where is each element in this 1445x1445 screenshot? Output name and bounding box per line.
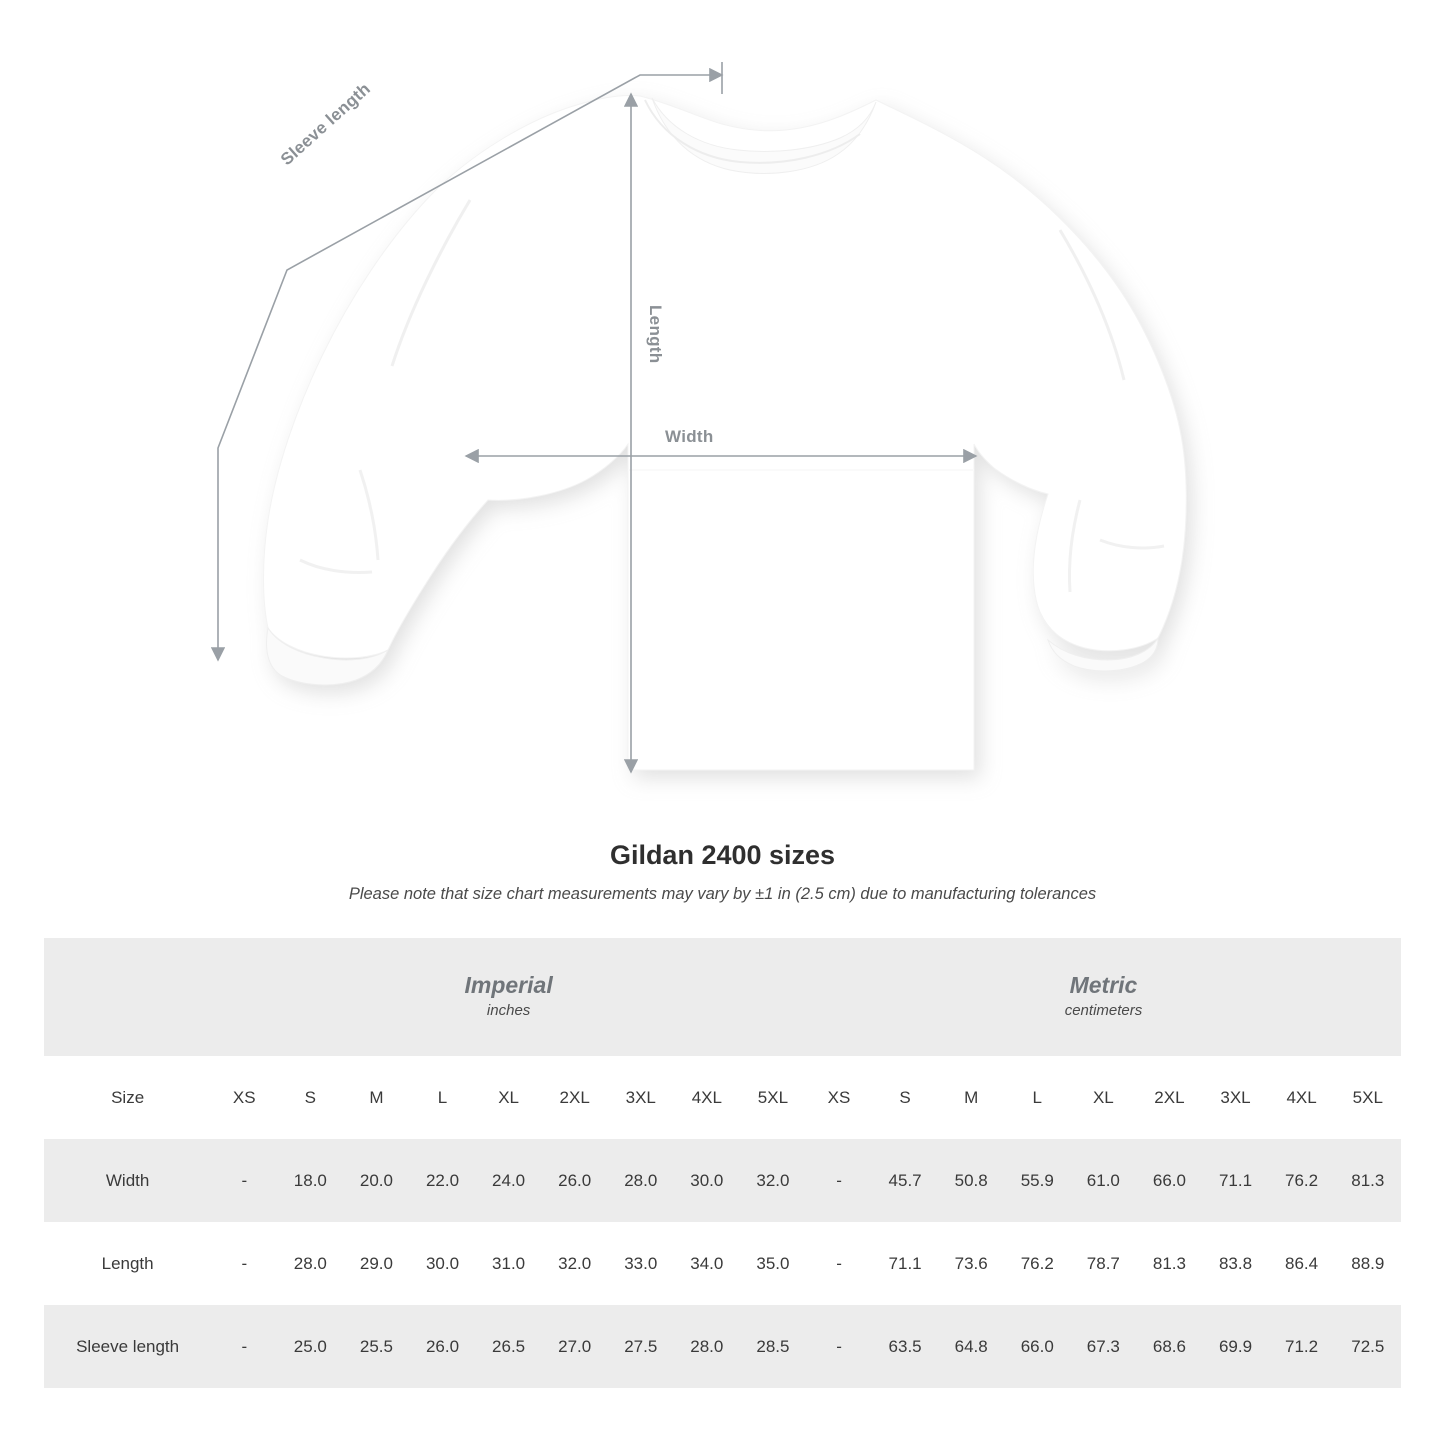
size-header-metric-2xl: 2XL [1154,1087,1185,1107]
cell-sleeve-imperial-xs: - [241,1336,248,1356]
cell-sleeve-metric-s: 63.5 [888,1336,922,1356]
width-dimension-label: Width [665,427,714,446]
unit-group-metric-sub: centimeters [1064,1002,1143,1020]
cell-length-imperial-xl: 31.0 [492,1253,526,1273]
cell-width-imperial-s: 18.0 [293,1170,327,1190]
cell-width-metric-xl: 61.0 [1086,1170,1120,1190]
cell-sleeve-imperial-3xl: 27.5 [624,1336,658,1356]
cell-length-metric-2xl: 81.3 [1152,1253,1186,1273]
size-header-metric-3xl: 3XL [1220,1087,1251,1107]
cell-sleeve-imperial-xl: 26.5 [492,1336,526,1356]
cell-width-metric-s: 45.7 [888,1170,922,1190]
cell-sleeve-imperial-l: 26.0 [425,1336,460,1356]
cell-length-metric-xl: 78.7 [1086,1253,1120,1273]
cell-length-metric-3xl: 83.8 [1218,1253,1253,1273]
size-header-metric-m: M [964,1087,979,1107]
cell-width-metric-3xl: 71.1 [1218,1170,1253,1190]
unit-group-metric-name: Metric [1069,971,1138,998]
cell-width-metric-2xl: 66.0 [1152,1170,1186,1190]
cell-width-metric-l: 55.9 [1020,1170,1054,1190]
cell-length-imperial-s: 28.0 [293,1253,327,1273]
table-row [44,1139,1401,1222]
cell-length-imperial-3xl: 33.0 [624,1253,658,1273]
size-header-metric-5xl: 5XL [1352,1087,1383,1107]
row-label-length: Length [101,1253,154,1273]
size-header-imperial-5xl: 5XL [757,1087,789,1107]
cell-length-metric-xs: - [836,1253,842,1273]
size-header-imperial-l: L [437,1087,448,1107]
size-header-imperial-4xl: 4XL [691,1087,722,1107]
size-chart-table-wrap [44,938,1401,1388]
table-row [44,1305,1401,1388]
cell-length-metric-m: 73.6 [954,1253,988,1273]
size-header-imperial-2xl: 2XL [559,1087,590,1107]
cell-length-imperial-l: 30.0 [425,1253,460,1273]
cell-sleeve-metric-5xl: 72.5 [1351,1336,1385,1356]
cell-length-metric-4xl: 86.4 [1285,1253,1319,1273]
cell-sleeve-metric-2xl: 68.6 [1152,1336,1186,1356]
cell-width-imperial-5xl: 32.0 [756,1170,790,1190]
size-header-imperial-xs: XS [232,1087,256,1107]
cell-width-metric-m: 50.8 [954,1170,988,1190]
tolerance-note: Please note that size chart measurements may vary by ±1 in (2.5 cm) due to manufacturing tolerances [348,885,1097,903]
title-block [0,840,1445,904]
cell-length-imperial-2xl: 32.0 [558,1253,592,1273]
cell-length-metric-5xl: 88.9 [1351,1253,1385,1273]
unit-group-imperial [211,938,806,1056]
cell-sleeve-metric-xl: 67.3 [1086,1336,1120,1356]
size-header-metric-xs: XS [827,1087,851,1107]
cell-sleeve-metric-xs: - [836,1336,842,1356]
cell-width-metric-5xl: 81.3 [1351,1170,1385,1190]
table-row [44,1222,1401,1305]
cell-width-imperial-2xl: 26.0 [558,1170,592,1190]
cell-width-imperial-m: 20.0 [359,1170,393,1190]
length-dimension-label: Length [646,305,665,364]
cell-sleeve-imperial-m: 25.5 [359,1336,393,1356]
cell-sleeve-imperial-5xl: 28.5 [756,1336,790,1356]
unit-header-spacer [44,938,211,1056]
size-header-imperial-3xl: 3XL [625,1087,656,1107]
cell-sleeve-metric-m: 64.8 [954,1336,988,1356]
cell-width-imperial-xl: 24.0 [492,1170,526,1190]
cell-width-imperial-xs: - [241,1170,248,1190]
cell-sleeve-metric-4xl: 71.2 [1285,1336,1319,1356]
size-header-imperial-s: S [304,1087,317,1107]
unit-group-imperial-name: Imperial [464,971,553,998]
cell-length-metric-s: 71.1 [888,1253,922,1273]
cell-sleeve-imperial-4xl: 28.0 [690,1336,724,1356]
cell-width-metric-xs: - [836,1170,842,1190]
size-header-row [44,1056,1401,1139]
size-header-imperial-xl: XL [498,1087,519,1107]
cell-sleeve-metric-l: 66.0 [1020,1336,1054,1356]
cell-sleeve-imperial-s: 25.0 [293,1336,327,1356]
size-header-metric-4xl: 4XL [1286,1087,1317,1107]
row-label-sleeve-length: Sleeve length [76,1336,180,1356]
shirt-shape [264,95,1187,770]
size-header-metric-s: S [899,1087,911,1107]
cell-length-metric-l: 76.2 [1020,1253,1054,1273]
unit-group-header-row [44,938,1401,1056]
cell-length-imperial-4xl: 34.0 [690,1253,724,1273]
cell-sleeve-metric-3xl: 69.9 [1218,1336,1253,1356]
size-header-imperial-m: M [369,1087,384,1107]
size-header-metric-xl: XL [1092,1087,1114,1107]
size-header-label: Size [111,1087,145,1107]
cell-width-metric-4xl: 76.2 [1285,1170,1319,1190]
row-label-width: Width [105,1170,150,1190]
cell-width-imperial-l: 22.0 [425,1170,460,1190]
size-header-metric-l: L [1032,1087,1042,1107]
cell-length-imperial-xs: - [241,1253,248,1273]
cell-width-imperial-3xl: 28.0 [624,1170,658,1190]
cell-sleeve-imperial-2xl: 27.0 [558,1336,592,1356]
sleeve-length-dimension-label: Sleeve length [277,79,375,170]
unit-group-metric [806,938,1401,1056]
page-title: Gildan 2400 sizes [609,840,836,870]
cell-length-imperial-5xl: 35.0 [756,1253,790,1273]
cell-width-imperial-4xl: 30.0 [690,1170,724,1190]
cell-length-imperial-m: 29.0 [359,1253,393,1273]
unit-group-imperial-sub: inches [486,1002,531,1020]
size-chart-table [44,938,1401,1388]
